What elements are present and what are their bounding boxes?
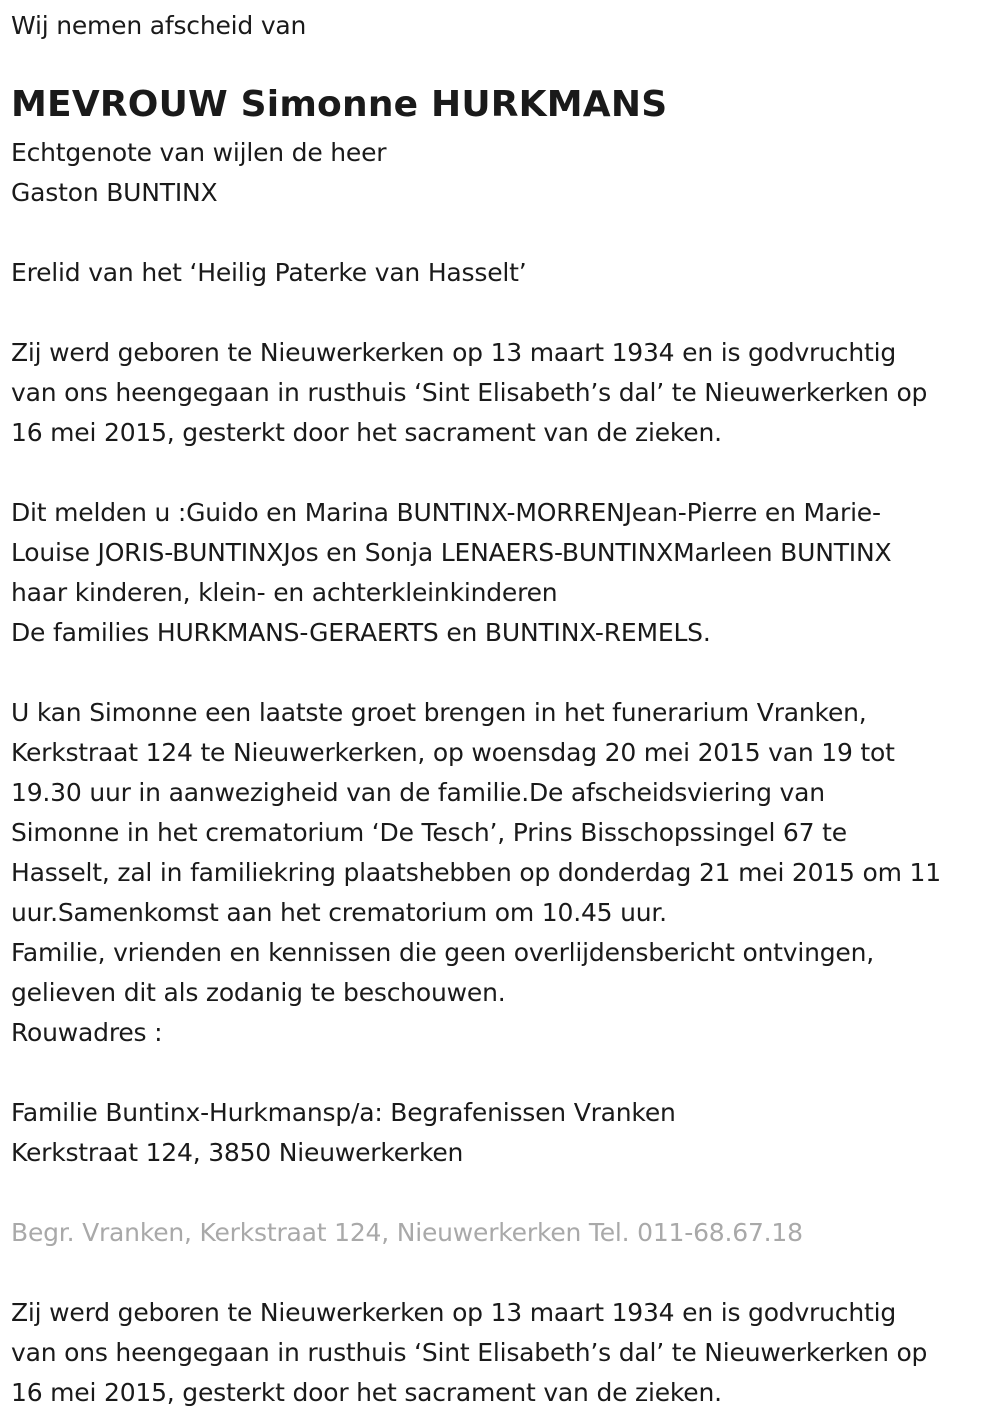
birth-death-line: 16 mei 2015, gesterkt door het sacrament van de zieken.	[11, 1378, 722, 1407]
birth-death-line: van ons heengegaan in rusthuis ‘Sint Elisabeth’s dal’ te Nieuwerkerken op	[11, 378, 928, 407]
birth-death-line: Zij werd geboren te Nieuwerkerken op 13 maart 1934 en is godvruchtig	[11, 1298, 896, 1327]
announcement-block	[11, 493, 891, 653]
spouse-line: Echtgenote van wijlen de heer	[11, 138, 387, 167]
undertaker-line: Begr. Vranken, Kerkstraat 124, Nieuwerkerken Tel. 011-68.67.18	[11, 1218, 803, 1247]
birth-death-line: 16 mei 2015, gesterkt door het sacrament van de zieken.	[11, 418, 722, 447]
farewell-line: 19.30 uur in aanwezigheid van de familie.De afscheidsviering van	[11, 778, 825, 807]
deceased-name: MEVROUW Simonne HURKMANS	[11, 84, 668, 125]
spouse-line: Gaston BUNTINX	[11, 178, 218, 207]
undertaker-block	[11, 1213, 803, 1253]
farewell-line: uur.Samenkomst aan het crematorium om 10.45 uur.	[11, 898, 667, 927]
announcement-line: De families HURKMANS-GERAERTS en BUNTINX-REMELS.	[11, 618, 711, 647]
farewell-line: Hasselt, zal in familiekring plaatshebben op donderdag 21 mei 2015 om 11	[11, 858, 941, 887]
intro-text: Wij nemen afscheid van	[11, 11, 307, 40]
birth-death-repeat-block	[11, 1293, 927, 1413]
birth-death-line: Zij werd geboren te Nieuwerkerken op 13 maart 1934 en is godvruchtig	[11, 338, 896, 367]
spouse-block	[11, 133, 386, 213]
address-block	[11, 1093, 676, 1173]
announcement-line: haar kinderen, klein- en achterkleinkinderen	[11, 578, 558, 607]
farewell-line: Kerkstraat 124 te Nieuwerkerken, op woensdag 20 mei 2015 van 19 tot	[11, 738, 895, 767]
farewell-line: gelieven dit als zodanig te beschouwen.	[11, 978, 506, 1007]
announcement-line: Louise JORIS-BUNTINXJos en Sonja LENAERS-BUNTINXMarleen BUNTINX	[11, 538, 892, 567]
farewell-line: U kan Simonne een laatste groet brengen in het funerarium Vranken,	[11, 698, 867, 727]
birth-death-block	[11, 333, 927, 453]
birth-death-line: van ons heengegaan in rusthuis ‘Sint Elisabeth’s dal’ te Nieuwerkerken op	[11, 1338, 928, 1367]
address-line: Kerkstraat 124, 3850 Nieuwerkerken	[11, 1138, 464, 1167]
farewell-line: Familie, vrienden en kennissen die geen overlijdensbericht ontvingen,	[11, 938, 875, 967]
farewell-block	[11, 693, 941, 1053]
farewell-line: Rouwadres :	[11, 1018, 163, 1047]
farewell-line: Simonne in het crematorium ‘De Tesch’, Prins Bisschopssingel 67 te	[11, 818, 847, 847]
address-line: Familie Buntinx-Hurkmansp/a: Begrafenissen Vranken	[11, 1098, 676, 1127]
honor-block	[11, 253, 526, 293]
honor-line: Erelid van het ‘Heilig Paterke van Hasselt’	[11, 258, 527, 287]
announcement-line: Dit melden u :Guido en Marina BUNTINX-MORRENJean-Pierre en Marie-	[11, 498, 881, 527]
